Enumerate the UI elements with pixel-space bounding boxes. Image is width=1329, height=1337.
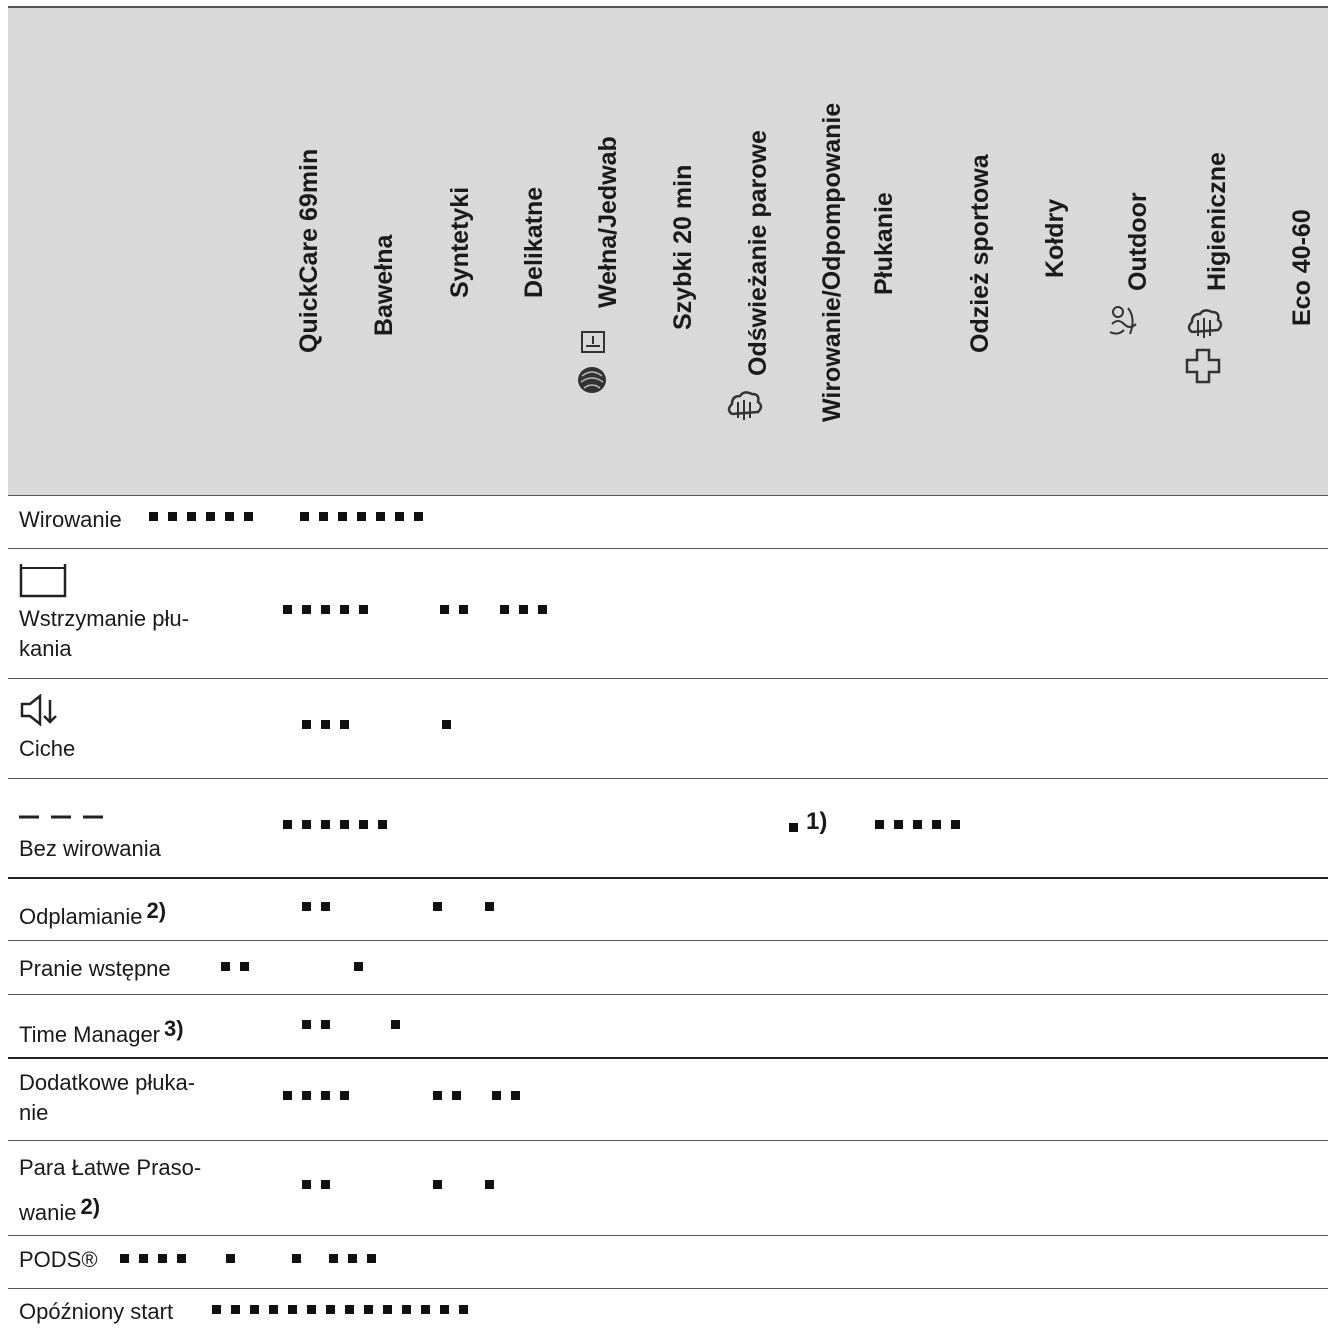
column-odziez-sportowa (946, 8, 994, 495)
availability-mark (231, 1305, 240, 1314)
availability-mark (221, 962, 230, 971)
row-label: Bez wirowania (19, 836, 161, 861)
column-label: Higieniczne (1203, 152, 1231, 291)
availability-mark (283, 820, 292, 829)
availability-mark (149, 512, 158, 521)
row-divider (8, 1288, 1328, 1289)
availability-mark (250, 1305, 259, 1314)
column-delikatne (500, 8, 548, 495)
row-label: Para Łatwe Praso- (19, 1155, 202, 1180)
availability-mark (340, 605, 349, 614)
marks-group (283, 1086, 359, 1102)
availability-mark (283, 1091, 292, 1100)
availability-mark (340, 820, 349, 829)
marks-group (300, 507, 433, 523)
row-divider (8, 877, 1328, 879)
column-label: Delikatne (520, 186, 548, 298)
availability-mark (951, 820, 960, 829)
rinse-hold-icon (19, 560, 69, 600)
row-divider (8, 994, 1328, 995)
availability-mark (485, 902, 494, 911)
column-label: Odświeżanie parowe (744, 130, 772, 376)
availability-mark (789, 823, 798, 832)
table-header (8, 6, 1328, 495)
availability-mark (340, 720, 349, 729)
availability-mark (302, 1091, 311, 1100)
column-outdoor (1104, 8, 1152, 495)
availability-mark (340, 1091, 349, 1100)
row-divider (8, 1057, 1328, 1059)
column-label: Szybki 20 min (669, 164, 697, 330)
row-label: Wstrzymanie płu- (19, 606, 189, 631)
marks-group (433, 1086, 471, 1102)
row-label: Odplamianie $^{2)}$ (19, 898, 167, 929)
row-divider (8, 940, 1328, 941)
marks-group (283, 600, 378, 616)
availability-mark (321, 605, 330, 614)
availability-mark (321, 1091, 330, 1100)
availability-mark (226, 1254, 235, 1263)
footnote-marker: 2) (146, 898, 167, 923)
availability-mark (359, 605, 368, 614)
row-divider (8, 1140, 1328, 1141)
column-label: Eco 40-60 (1288, 209, 1316, 326)
marks-group (433, 897, 452, 913)
marks-group (292, 1249, 311, 1265)
column-koldry (1021, 8, 1069, 495)
availability-mark (168, 512, 177, 521)
wool-icon (576, 318, 612, 398)
availability-mark (359, 820, 368, 829)
availability-mark (240, 962, 249, 971)
availability-mark (206, 512, 215, 521)
row-divider (8, 495, 1328, 496)
footnote-marker: 3) (164, 1016, 184, 1041)
steam-icon (724, 384, 764, 428)
marks-group (440, 600, 478, 616)
availability-mark (345, 1305, 354, 1314)
row-label: Ciche (19, 736, 76, 761)
availability-mark (300, 512, 309, 521)
marks-group (391, 1015, 410, 1031)
availability-mark (348, 1254, 357, 1263)
availability-mark (338, 512, 347, 521)
availability-mark (511, 1091, 520, 1100)
column-welna-jedwab (574, 8, 622, 495)
availability-mark (212, 1305, 221, 1314)
marks-group (302, 1175, 340, 1191)
marks-group (485, 1175, 504, 1191)
column-label: Syntetyki (446, 186, 474, 298)
availability-mark (440, 605, 449, 614)
availability-mark (459, 1305, 468, 1314)
column-eco (1268, 8, 1316, 495)
availability-mark (414, 512, 423, 521)
availability-mark (329, 1254, 338, 1263)
marks-group (433, 1175, 452, 1191)
column-wirowanie-odpompowanie (798, 8, 846, 495)
availability-mark (302, 720, 311, 729)
availability-mark (357, 512, 366, 521)
marks-group (221, 957, 259, 973)
availability-mark (440, 1305, 449, 1314)
column-label: Bawełna (370, 234, 398, 336)
row-label: PODS® (19, 1247, 98, 1272)
availability-mark (378, 820, 387, 829)
availability-mark (139, 1254, 148, 1263)
availability-mark (302, 605, 311, 614)
availability-mark (288, 1305, 297, 1314)
availability-mark (452, 1091, 461, 1100)
availability-mark (932, 820, 941, 829)
availability-mark (302, 820, 311, 829)
availability-mark (292, 1254, 301, 1263)
marks-group (492, 1086, 530, 1102)
column-label: Wełna/Jedwab (594, 136, 622, 308)
availability-mark (321, 820, 330, 829)
marks-group (442, 715, 461, 731)
marks-group (120, 1249, 196, 1265)
marks-group (149, 507, 263, 523)
quiet-icon (19, 694, 59, 728)
column-higieniczne (1183, 8, 1231, 495)
availability-mark (875, 820, 884, 829)
row-label-cont: wanie $^{2)}$ (19, 1194, 101, 1225)
availability-mark (485, 1180, 494, 1189)
availability-mark (383, 1305, 392, 1314)
marks-group (212, 1300, 478, 1316)
availability-mark (269, 1305, 278, 1314)
column-label: Kołdry (1041, 198, 1069, 278)
marks-group (302, 1015, 340, 1031)
footnote-marker: 2) (80, 1194, 101, 1219)
no-spin-icon (19, 813, 109, 821)
marks-group (226, 1249, 245, 1265)
availability-mark (376, 512, 385, 521)
availability-mark (177, 1254, 186, 1263)
availability-mark (442, 720, 451, 729)
availability-mark (395, 512, 404, 521)
availability-mark (354, 962, 363, 971)
availability-mark (187, 512, 196, 521)
availability-mark (302, 902, 311, 911)
marks-group (329, 1249, 386, 1265)
row-label: Time Manager $^{3)}$ (19, 1016, 184, 1047)
availability-mark (500, 605, 509, 614)
footnote-marker: 1) (806, 808, 828, 835)
availability-mark (244, 512, 253, 521)
outdoor-icon (1106, 300, 1142, 344)
column-plukanie (850, 8, 898, 495)
marks-group (500, 600, 557, 616)
availability-mark (321, 1020, 330, 1029)
availability-mark (326, 1305, 335, 1314)
column-quickcare (275, 8, 323, 495)
availability-mark (538, 605, 547, 614)
row-divider (8, 778, 1328, 779)
column-syntetyki (426, 8, 474, 495)
availability-mark (321, 902, 330, 911)
column-label: Outdoor (1124, 192, 1152, 291)
availability-mark (321, 720, 330, 729)
availability-mark (283, 605, 292, 614)
marks-group (875, 815, 970, 831)
marks-group (485, 897, 504, 913)
availability-mark (402, 1305, 411, 1314)
availability-mark (364, 1305, 373, 1314)
row-label-cont: kania (19, 636, 72, 661)
availability-mark (319, 512, 328, 521)
availability-mark (894, 820, 903, 829)
row-divider (8, 1235, 1328, 1236)
availability-mark (459, 605, 468, 614)
availability-mark (158, 1254, 167, 1263)
row-divider (8, 678, 1328, 679)
availability-mark (519, 605, 528, 614)
availability-mark (307, 1305, 316, 1314)
availability-mark (433, 1091, 442, 1100)
column-label: QuickCare 69min (295, 148, 323, 353)
availability-mark (421, 1305, 430, 1314)
row-label-cont: nie (19, 1100, 49, 1125)
row-label: Pranie wstępne (19, 956, 171, 981)
row-label: Wirowanie (19, 507, 122, 532)
availability-mark (225, 512, 234, 521)
availability-mark (120, 1254, 129, 1263)
column-label: Odzież sportowa (966, 154, 994, 353)
availability-mark (391, 1020, 400, 1029)
marks-group (302, 715, 359, 731)
column-label: Płukanie (870, 192, 898, 295)
availability-mark (302, 1020, 311, 1029)
column-szybki (649, 8, 697, 495)
row-label: Dodatkowe płuka- (19, 1070, 196, 1095)
availability-mark (433, 902, 442, 911)
row-label: Opóźniony start (19, 1299, 174, 1324)
row-divider (8, 548, 1328, 549)
availability-mark (367, 1254, 376, 1263)
availability-mark (433, 1180, 442, 1189)
column-odswiezanie (724, 8, 772, 495)
column-bawelna (350, 8, 398, 495)
column-label: Wirowanie/Odpompowanie (818, 102, 846, 422)
availability-mark (913, 820, 922, 829)
availability-mark (321, 1180, 330, 1189)
marks-group (302, 897, 340, 913)
marks-group (354, 957, 373, 973)
availability-mark (492, 1091, 501, 1100)
availability-mark (302, 1180, 311, 1189)
marks-group (283, 815, 397, 831)
hygiene-icon (1182, 302, 1224, 390)
